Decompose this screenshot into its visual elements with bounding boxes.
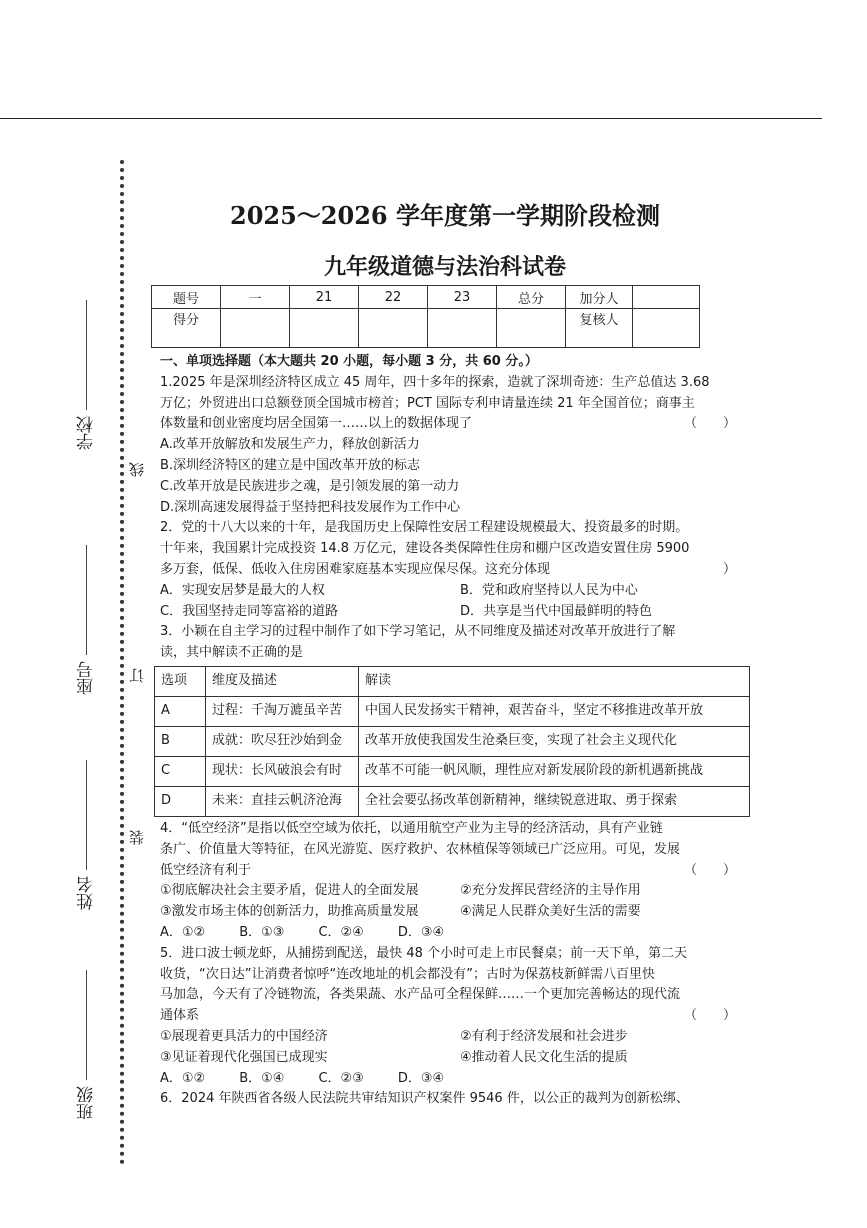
score-input-cell[interactable] — [359, 309, 428, 348]
option-a: A．实现安居梦是最大的人权 — [160, 582, 325, 598]
option-a: A.改革开放解放和发展生产力，释放创新活力 — [160, 437, 420, 453]
item-3: ③激发市场主体的创新活力，助推高质量发展 — [160, 904, 419, 920]
option-d: D．③④ — [397, 1070, 445, 1086]
question-stem: 体数量和创业密度均居全国第一……以上的数据体现了 （ ） — [160, 414, 760, 435]
question-stem: 2．党的十八大以来的十年，是我国历史上保障性安居工程建设规模最大、投资最多的时期。 — [160, 520, 689, 536]
notes-cell: 现状：长风破浪会有时 — [206, 756, 359, 786]
option-b: B．①③ — [239, 924, 285, 940]
option-row — [160, 923, 760, 944]
question-stem: 5．进口波士顿龙虾，从捕捞到配送，最快 48 个小时可走上市民餐桌；前一天下单，第二天 — [160, 945, 688, 961]
notes-cell: 全社会要弘扬改革创新精神，继续锐意进取、勇于探索 — [359, 786, 750, 816]
question-stem: 读，其中解读不正确的是 — [160, 645, 304, 661]
seat-field[interactable] — [74, 545, 99, 695]
option-c: C．②④ — [318, 924, 364, 940]
table-row — [155, 786, 750, 816]
option-c: C.改革开放是民族进步之魂，是引领发展的第一动力 — [160, 478, 460, 494]
score-header-cell: 一 — [221, 286, 290, 309]
score-input-cell[interactable] — [221, 309, 290, 348]
notes-cell: 过程：千淘万漉虽辛苦 — [206, 696, 359, 726]
question-stem: 收货，“次日达”让消费者惊呼“连改地址的机会都没有”；古时为保荔枝新鲜需八百里快 — [160, 966, 655, 982]
item-3: ③见证着现代化强国已成现实 — [160, 1049, 328, 1065]
option-b: B.深圳经济特区的建立是中国改革开放的标志 — [160, 457, 421, 473]
answer-paren[interactable]: （ ） — [683, 1008, 736, 1024]
item-row — [160, 1027, 760, 1048]
table-row — [155, 756, 750, 786]
score-header-cell[interactable] — [633, 286, 700, 309]
notes-cell: A — [155, 696, 206, 726]
score-header-cell: 加分人 — [566, 286, 633, 309]
answer-paren[interactable]: （ ） — [683, 862, 736, 878]
question-stem: 条广、价值量大等特征，在风光游览、医疗救护、农林植保等领域已广泛应用。可见，发展 — [160, 841, 681, 857]
question-stem: 多万套，低保、低收入住房困难家庭基本实现应保尽保。这充分体现 ） — [160, 560, 760, 581]
question-stem: 1.2025 年是深圳经济特区成立 45 周年，四十多年的探索，造就了深圳奇迹：生产总值达 3.68 — [160, 374, 710, 390]
seal-bind-char: 装 — [128, 830, 146, 845]
option-b: B．①④ — [239, 1070, 285, 1086]
notes-cell: 中国人民发扬实干精神，艰苦奋斗，坚定不移推进改革开放 — [359, 696, 750, 726]
answer-paren[interactable]: （ ） — [683, 416, 736, 432]
score-row-label: 得分 — [152, 309, 221, 348]
option-a: A．①② — [160, 1070, 206, 1086]
seat-label: 座号 — [77, 661, 97, 695]
notes-cell: 成就：吹尽狂沙始到金 — [206, 726, 359, 756]
table-row — [155, 726, 750, 756]
notes-cell: D — [155, 786, 206, 816]
option-d: D.深圳高速发展得益于坚持把科技发展作为工作中心 — [160, 499, 461, 515]
notes-cell: 改革开放使我国发生沧桑巨变，实现了社会主义现代化 — [359, 726, 750, 756]
page-top-border — [0, 118, 822, 119]
seal-line-char: 线 — [128, 462, 146, 477]
option-d: D．③④ — [397, 924, 445, 940]
item-row — [160, 1048, 760, 1069]
option-row — [160, 1069, 760, 1090]
binding-dotted-line — [120, 160, 124, 1165]
name-field[interactable] — [74, 760, 99, 910]
question-stem: 万亿；外贸进出口总额登顶全国城市榜首；PCT 国际专利申请量连续 21 年全国首位；商事主 — [160, 395, 695, 411]
exam-title: 2025～2026 学年度第一学期阶段检测 — [230, 201, 660, 230]
score-header-cell: 22 — [359, 286, 428, 309]
option-d: D．共享是当代中国最鲜明的特色 — [460, 603, 653, 619]
notes-cell: 改革不可能一帆风顺，理性应对新发展阶段的新机遇新挑战 — [359, 756, 750, 786]
score-header-cell: 23 — [428, 286, 497, 309]
questions-content — [160, 352, 760, 1110]
item-4: ④满足人民群众美好生活的需要 — [460, 904, 641, 920]
school-field[interactable] — [74, 300, 99, 450]
reviewer-input-cell[interactable] — [633, 309, 700, 348]
question-stem: 低空经济有利于 （ ） — [160, 861, 760, 882]
section-heading: 一、单项选择题（本大题共 20 小题，每小题 3 分，共 60 分。） — [160, 354, 538, 369]
item-1: ①展现着更具活力的中国经济 — [160, 1028, 328, 1044]
score-input-cell[interactable] — [497, 309, 566, 348]
question-stem: 6．2024 年陕西省各级人民法院共审结知识产权案件 9546 件，以公正的裁判为创新松绑、 — [160, 1091, 689, 1107]
class-field[interactable] — [74, 970, 99, 1120]
notes-cell: 未来：直挂云帆济沧海 — [206, 786, 359, 816]
answer-paren[interactable]: ） — [722, 561, 736, 577]
seal-order-char: 订 — [128, 668, 146, 683]
notes-header-cell: 解读 — [359, 666, 750, 696]
score-input-cell[interactable] — [428, 309, 497, 348]
option-c: C．我国坚持走同等富裕的道路 — [160, 603, 339, 619]
study-notes-table — [154, 666, 750, 817]
exam-subtitle: 九年级道德与法治科试卷 — [323, 254, 566, 280]
option-row — [160, 581, 760, 602]
item-4: ④推动着人民文化生活的提质 — [460, 1049, 628, 1065]
score-header-cell: 总分 — [497, 286, 566, 309]
option-c: C．②③ — [318, 1070, 364, 1086]
score-table — [151, 285, 700, 348]
reviewer-label: 复核人 — [566, 309, 633, 348]
question-stem: 3．小颖在自主学习的过程中制作了如下学习笔记，从不同维度及描述对改革开放进行了解 — [160, 624, 676, 640]
score-header-cell: 21 — [290, 286, 359, 309]
option-a: A．①② — [160, 924, 206, 940]
question-stem: 4．“低空经济”是指以低空空域为依托，以通用航空产业为主导的经济活动，具有产业链 — [160, 820, 663, 836]
question-stem: 马加急，今天有了冷链物流，各类果蔬、水产品可全程保鲜……一个更加完善畅达的现代流 — [160, 987, 681, 1003]
notes-cell: B — [155, 726, 206, 756]
item-row — [160, 902, 760, 923]
table-row — [155, 696, 750, 726]
item-2: ②充分发挥民营经济的主导作用 — [460, 883, 641, 899]
score-input-cell[interactable] — [290, 309, 359, 348]
question-stem: 通体系 （ ） — [160, 1006, 760, 1027]
name-label: 姓名 — [77, 876, 97, 910]
option-b: B．党和政府坚持以人民为中心 — [460, 582, 638, 598]
notes-header-cell: 选项 — [155, 666, 206, 696]
class-label: 班级 — [77, 1086, 97, 1120]
option-row — [160, 602, 760, 623]
question-stem: 十年来，我国累计完成投资 14.8 万亿元，建设各类保障性住房和棚户区改造安置住房 5900 — [160, 541, 690, 557]
item-row — [160, 881, 760, 902]
notes-header-cell: 维度及描述 — [206, 666, 359, 696]
school-label: 学校 — [77, 416, 97, 450]
notes-cell: C — [155, 756, 206, 786]
score-header-cell: 题号 — [152, 286, 221, 309]
item-2: ②有利于经济发展和社会进步 — [460, 1028, 628, 1044]
item-1: ①彻底解决社会主要矛盾，促进人的全面发展 — [160, 883, 419, 899]
